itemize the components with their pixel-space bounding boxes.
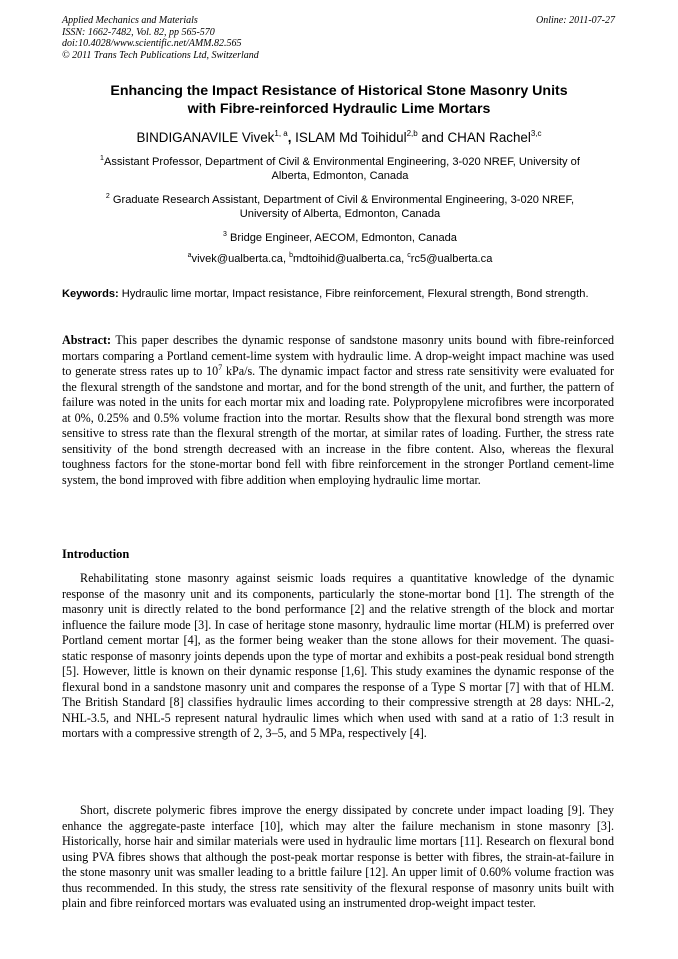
online-date: Online: 2011-07-27 [536, 15, 615, 26]
affiliation-3-text: Bridge Engineer, AECOM, Edmonton, Canada [226, 232, 457, 244]
abstract-text-2: kPa/s. The dynamic impact factor and stress rate sensitivity were evaluated for the flexural strength of the sandstone and mortar, and for the bond strength of the unit, and further, the pattern of failure was noted in the units for each mortar mix and loading rate. Polypropylene microfibres were incorporated at 0%, 0.25% and 0.5% volume fraction into the mortar. Results show that the flexural bond strength was more sensitive to stress rate than the flexural strength of the mortar, at similar rates of loading. Further, the stress rate sensitivity of the bond strength decreased with an increase in the fibre content. Also, whereas the flexural toughness factors for the stone-mortar bond fell with fibre reinforcement in the stronger Portland cement-lime system, the bond improved with fibre addition when employing hydraulic lime mortar. [62, 364, 614, 487]
email-c[interactable]: rc5@ualberta.ca [410, 253, 493, 265]
affiliation-1-line-2: Alberta, Edmonton, Canada [271, 170, 409, 182]
author-3: CHAN Rachel [447, 130, 531, 145]
affiliation-1-line-1: Assistant Professor, Department of Civil & Environmental Engineering, 3-020 NREF, University of [103, 156, 580, 168]
author-sep-1: , [287, 130, 296, 145]
author-1: BINDIGANAVILE Vivek [136, 130, 275, 145]
affiliation-2-line-2: University of Alberta, Edmonton, Canada [239, 208, 441, 220]
abstract-text-1: This paper describes the dynamic response of sandstone masonry units bound with fibre-reinforced mortars comparing a Portland cement-lime system with hydraulic lime. A drop-weight impact machine was used to generate stress rates up to 10 [62, 333, 614, 378]
keywords-text: Hydraulic lime mortar, Impact resistance, Fibre reinforcement, Flexural strength, Bond strength. [118, 288, 589, 300]
paper-title [50, 82, 628, 118]
author-3-sup: 3,c [530, 129, 542, 138]
affiliation-3 [62, 231, 618, 245]
author-sep-2: and [417, 130, 448, 145]
affiliation-2-line-1: Graduate Research Assistant, Department of Civil & Environmental Engineering, 3-020 NREF, [109, 194, 575, 206]
abstract-exponent: 7 [218, 363, 223, 372]
issn-line: ISSN: 1662-7482, Vol. 82, pp 565-570 [62, 26, 215, 38]
intro-paragraph-1: Rehabilitating stone masonry against seismic loads requires a quantitative knowledge of the dynamic response of the masonry unit and its components, particularly the stone-mortar bond [1]. The strength of the masonry unit is directly related to the bond performance [2] and the relative strength of the block and mortar influence the failure mode [3]. In case of heritage stone masonry, hydraulic lime mortar (HLM) is preferred over Portland cement mortar [4], as the former being weaker than the stone allows for their movement. The quasi-static response of masonry joints depends upon the type of mortar and exhibits a post-peak residual bond strength [5]. However, little is known on their dynamic response [1,6]. This study examines the dynamic response of the flexural bond in a sandstone masonry unit and compares the response of a Type S mortar [7] with that of HLM. The British Standard [8] classifies hydraulic limes according to their compressive strength at 28 days: NHL-2, NHL-3.5, and NHL-5 represent natural hydraulic limes which when used with sand at a ratio of 1:3 result in mortars with a compressive strength of 2, 3–5, and 5 MPa, respectively [4]. [62, 571, 614, 740]
author-2: ISLAM Md Toihidul [295, 130, 407, 145]
abstract-label: Abstract: [62, 333, 112, 347]
affiliation-1 [62, 155, 618, 183]
email-c-sup: c [407, 252, 411, 259]
author-1-sup: 1, a [274, 129, 288, 138]
keywords-label: Keywords: [62, 288, 119, 300]
keywords [62, 287, 614, 302]
section-heading-introduction: Introduction [62, 547, 130, 561]
email-b[interactable]: mdtoihid@ualberta.ca, [293, 253, 408, 265]
copyright-line: © 2011 Trans Tech Publications Ltd, Switzerland [62, 49, 259, 61]
author-2-sup: 2,b [406, 129, 418, 138]
title-line-2: with Fibre-reinforced Hydraulic Lime Mortars [187, 101, 491, 117]
journal-name: Applied Mechanics and Materials [62, 15, 198, 26]
affiliation-2 [62, 193, 618, 221]
abstract [62, 333, 614, 488]
affiliation-3-sup: 3 [223, 231, 227, 238]
intro-paragraph-2: Short, discrete polymeric fibres improve the energy dissipated by concrete under impact loading [9]. They enhance the aggregate-paste interface [10], which may alter the failure mechanism in stone masonry [3]. Historically, horse hair and similar materials were used in hydraulic lime mortars [11]. Research on flexural bond using PVA fibres shows that although the post-peak mortar response is better with fibres, the strain-at-failure in the stone masonry unit was smaller leading to a brittle failure [12]. An upper limit of 0.60% volume fraction was thus recommended. In this study, the stress rate sensitivity of the flexural response of masonry units built with plain and fibre reinforced mortars was evaluated using an instrumented drop-weight impact tester. [62, 803, 614, 910]
journal-header [62, 15, 259, 61]
affiliation-1-sup: 1 [100, 155, 104, 162]
title-line-1: Enhancing the Impact Resistance of Historical Stone Masonry Units [110, 83, 568, 99]
affiliation-2-sup: 2 [105, 193, 110, 200]
email-b-sup: b [289, 252, 294, 259]
email-a[interactable]: vivek@ualberta.ca, [191, 253, 290, 265]
author-list [40, 130, 638, 146]
email-a-sup: a [187, 252, 192, 259]
author-emails [62, 252, 618, 266]
doi-line: doi:10.4028/www.scientific.net/AMM.82.565 [62, 38, 242, 49]
